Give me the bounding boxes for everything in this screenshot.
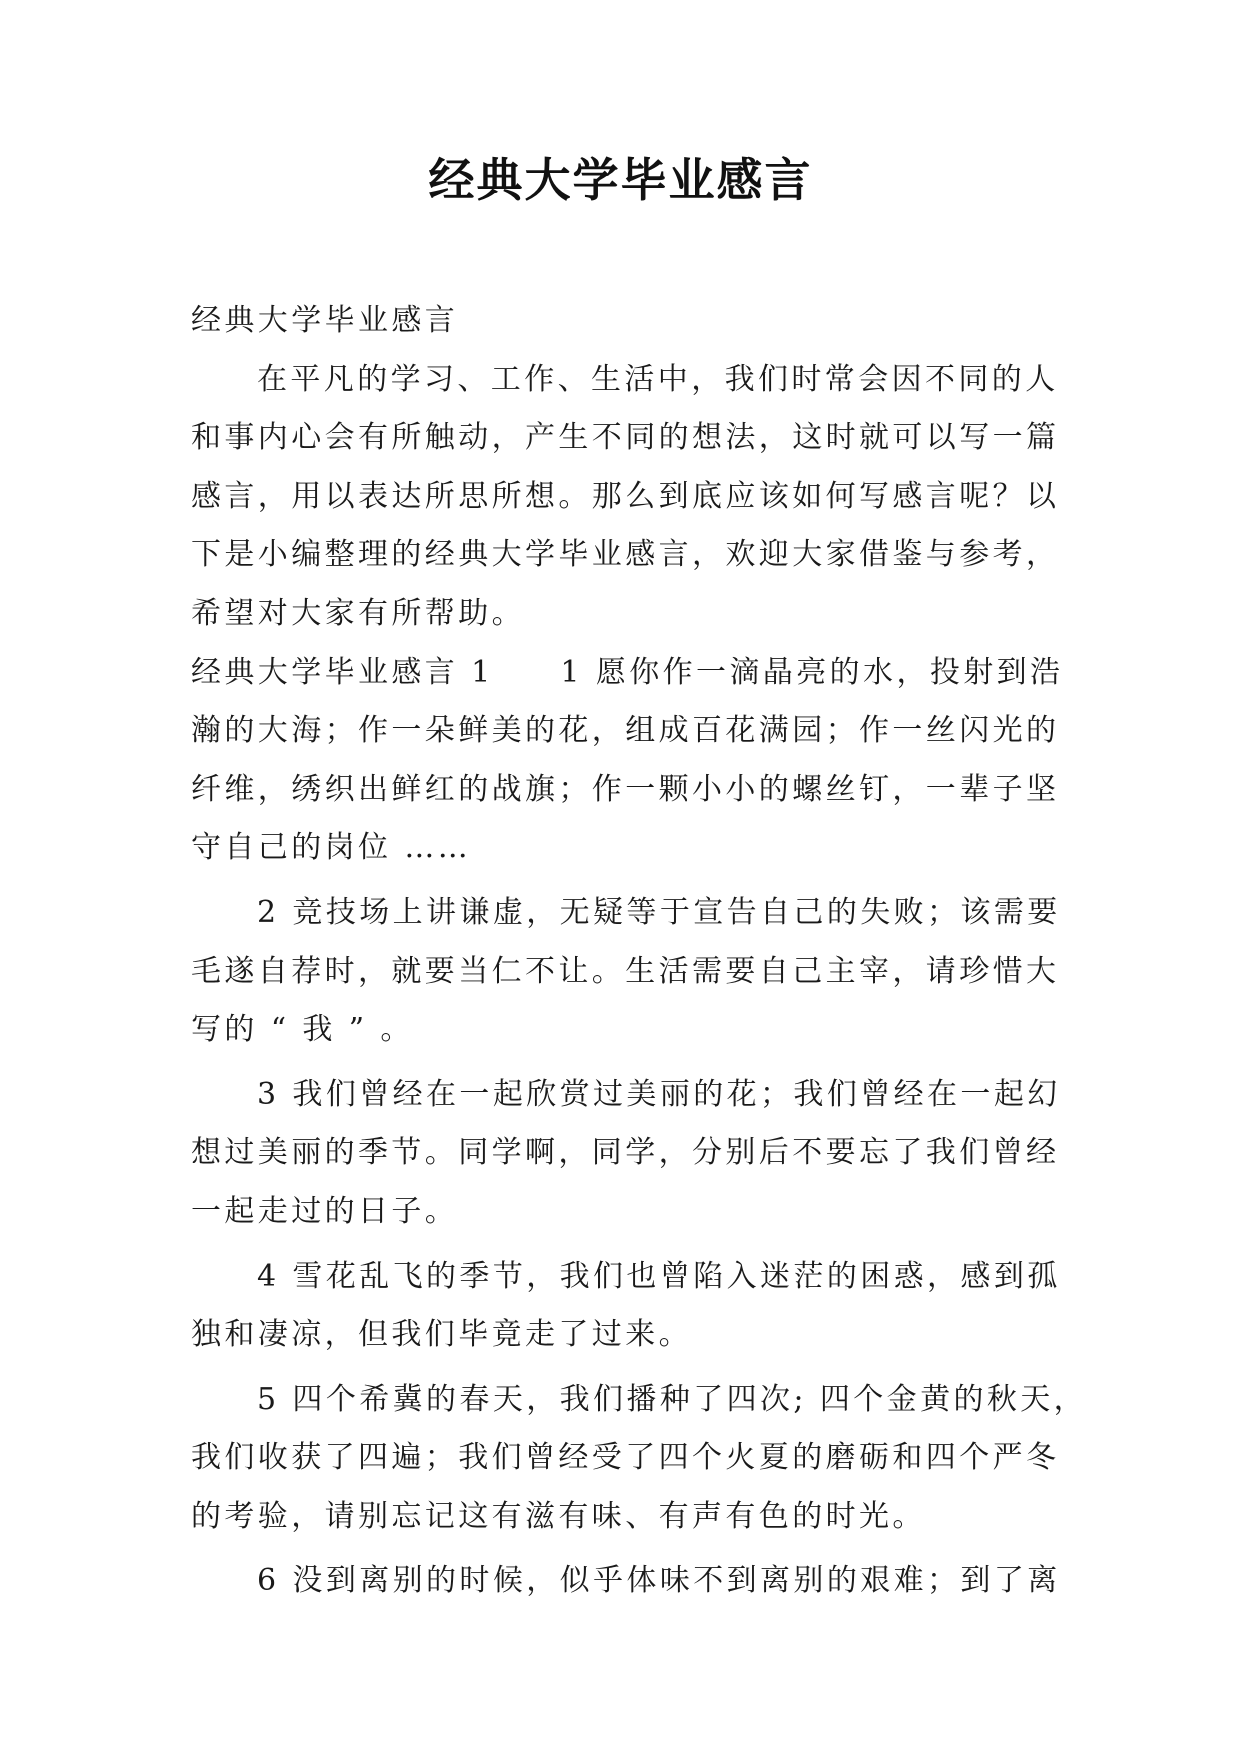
text-line: 一起走过的日子。 <box>191 1193 459 1229</box>
text-line: 纤维，绣织出鲜红的战旗；作一颗小小的螺丝钉，一辈子坚 <box>191 771 1060 807</box>
text-line: 毛遂自荐时，就要当仁不让。生活需要自己主宰，请珍惜大 <box>191 953 1060 989</box>
text-line: 感言，用以表达所思所想。那么到底应该如何写感言呢？以 <box>191 478 1060 514</box>
document-title: 经典大学毕业感言 <box>428 153 813 207</box>
text-line: 3 我们曾经在一起欣赏过美丽的花；我们曾经在一起幻 <box>257 1076 1061 1112</box>
text-line: 守自己的岗位 …… <box>191 830 472 866</box>
text-line: 写的 “ 我 ” 。 <box>191 1012 414 1048</box>
text-line: 下是小编整理的经典大学毕业感言，欢迎大家借鉴与参考， <box>191 537 1060 573</box>
text-line: 在平凡的学习、工作、生活中，我们时常会因不同的人 <box>257 361 1059 397</box>
text-line: 5 四个希冀的春天，我们播种了四次; 四个金黄的秋天， <box>257 1381 1088 1417</box>
text-line: 瀚的大海；作一朵鲜美的花，组成百花满园；作一丝闪光的 <box>191 713 1060 749</box>
text-line: 2 竞技场上讲谦虚，无疑等于宣告自己的失败；该需要 <box>257 894 1061 930</box>
text-line: 4 雪花乱飞的季节，我们也曾陷入迷茫的困惑，感到孤 <box>257 1258 1061 1294</box>
text-line: 6 没到离别的时候，似乎体味不到离别的艰难；到了离 <box>257 1563 1061 1599</box>
text-line: 独和凄凉，但我们毕竟走了过来。 <box>191 1317 692 1353</box>
text-line: 经典大学毕业感言 <box>191 303 459 338</box>
text-line: 经典大学毕业感言 1 1 愿你作一滴晶亮的水，投射到浩 <box>191 654 1064 690</box>
text-line: 我们收获了四遍；我们曾经受了四个火夏的磨砺和四个严冬 <box>191 1440 1060 1476</box>
text-line: 想过美丽的季节。同学啊，同学，分别后不要忘了我们曾经 <box>191 1135 1060 1171</box>
text-line: 希望对大家有所帮助。 <box>191 595 525 631</box>
text-line: 和事内心会有所触动，产生不同的想法，这时就可以写一篇 <box>191 420 1060 456</box>
text-line: 的考验，请别忘记这有滋有味、有声有色的时光。 <box>191 1498 926 1534</box>
document-body <box>191 292 1088 1611</box>
